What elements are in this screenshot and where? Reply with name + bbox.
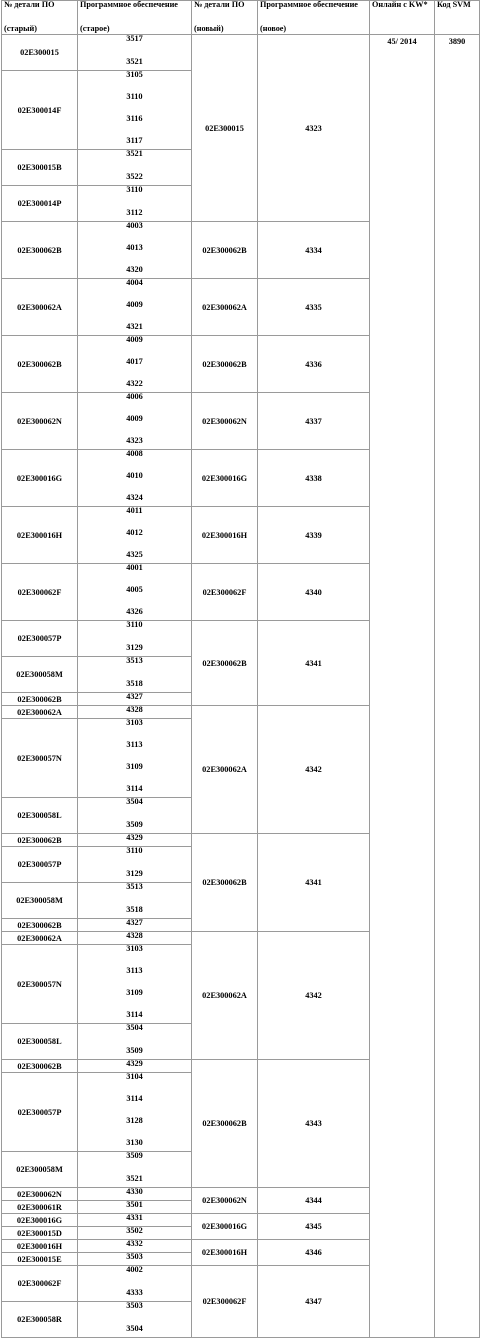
old-software-version: 4328 <box>126 931 143 940</box>
old-software-version: 3517 <box>126 34 143 43</box>
old-part-number: 02E300016G <box>2 450 78 507</box>
old-part-number: 02E300062B <box>2 919 78 932</box>
old-software-version: 4327 <box>126 918 143 927</box>
old-software-version: 3502 <box>126 1226 143 1235</box>
old-software-list <box>78 1073 192 1152</box>
software-compatibility-table <box>1 0 480 1338</box>
old-software-list <box>78 336 192 393</box>
table-body <box>2 35 480 1338</box>
old-software-version: 4009 <box>126 414 143 423</box>
old-software-list <box>78 932 192 945</box>
old-part-number: 02E300062B <box>2 834 78 847</box>
old-software-version: 3521 <box>126 57 143 66</box>
old-software-version: 4004 <box>126 278 143 287</box>
new-software: 4346 <box>258 1240 370 1266</box>
old-part-number: 02E300057N <box>2 945 78 1024</box>
old-software-version: 3116 <box>126 114 143 123</box>
old-part-number: 02E300062A <box>2 706 78 719</box>
old-part-number: 02E300062A <box>2 932 78 945</box>
old-software-list <box>78 834 192 847</box>
old-part-number: 02E300016H <box>2 507 78 564</box>
old-part-number: 02E300062B <box>2 693 78 706</box>
old-software-list <box>78 186 192 222</box>
new-software: 4343 <box>258 1060 370 1188</box>
header-old-software: Программное обеспечение (старое) <box>78 1 192 35</box>
new-software: 4342 <box>258 706 370 834</box>
old-software-version: 4320 <box>126 265 143 274</box>
old-software-version: 4008 <box>126 449 143 458</box>
old-software-version: 3130 <box>126 1138 143 1147</box>
old-part-number: 02E300058M <box>2 883 78 919</box>
new-software: 4335 <box>258 279 370 336</box>
old-software-list <box>78 1302 192 1338</box>
new-part-number: 02E300015 <box>192 35 258 222</box>
old-software-list <box>78 393 192 450</box>
old-software-list <box>78 706 192 719</box>
new-software: 4341 <box>258 621 370 706</box>
old-software-version: 3504 <box>126 1023 143 1032</box>
old-software-version: 3509 <box>126 1046 143 1055</box>
old-software-version: 3518 <box>126 905 143 914</box>
old-software-version: 3504 <box>126 1324 143 1333</box>
old-software-version: 3110 <box>126 846 143 855</box>
old-software-version: 3114 <box>126 1010 143 1019</box>
old-software-version: 3503 <box>126 1252 143 1261</box>
old-software-version: 4013 <box>126 243 143 252</box>
old-software-version: 4003 <box>126 221 143 230</box>
old-software-list <box>78 150 192 186</box>
old-part-number: 02E300062B <box>2 222 78 279</box>
old-software-version: 4001 <box>126 563 143 572</box>
new-part-number: 02E300062B <box>192 336 258 393</box>
old-software-list <box>78 450 192 507</box>
old-software-version: 3103 <box>126 944 143 953</box>
old-software-version: 4017 <box>126 357 143 366</box>
new-part-number: 02E300016G <box>192 450 258 507</box>
new-part-number: 02E300062N <box>192 393 258 450</box>
old-software-list <box>78 507 192 564</box>
old-software-version: 3522 <box>126 172 143 181</box>
new-part-number: 02E300062A <box>192 932 258 1060</box>
old-software-list <box>78 945 192 1024</box>
new-software: 4344 <box>258 1188 370 1214</box>
new-software: 4334 <box>258 222 370 279</box>
old-software-version: 3109 <box>126 988 143 997</box>
old-software-version: 3509 <box>126 820 143 829</box>
old-software-version: 4011 <box>126 506 143 515</box>
new-software: 4341 <box>258 834 370 932</box>
old-software-version: 3521 <box>126 149 143 158</box>
old-software-version: 4322 <box>126 379 143 388</box>
old-software-list <box>78 1024 192 1060</box>
old-software-version: 4005 <box>126 585 143 594</box>
old-software-version: 4006 <box>126 392 143 401</box>
old-part-number: 02E300057N <box>2 719 78 798</box>
old-software-version: 4329 <box>126 833 143 842</box>
old-software-list <box>78 1152 192 1188</box>
new-software: 4345 <box>258 1214 370 1240</box>
new-software: 4338 <box>258 450 370 507</box>
old-software-version: 3110 <box>126 620 143 629</box>
old-software-list <box>78 1214 192 1227</box>
old-software-version: 4002 <box>126 1265 143 1274</box>
old-software-version: 3103 <box>126 718 143 727</box>
old-part-number: 02E300015B <box>2 150 78 186</box>
old-software-version: 3129 <box>126 869 143 878</box>
new-part-number: 02E300062B <box>192 621 258 706</box>
new-software: 4340 <box>258 564 370 621</box>
old-software-list <box>78 798 192 834</box>
old-part-number: 02E300014P <box>2 186 78 222</box>
old-software-version: 3109 <box>126 762 143 771</box>
old-part-number: 02E300057P <box>2 847 78 883</box>
new-software: 4323 <box>258 35 370 222</box>
new-part-number: 02E300062A <box>192 279 258 336</box>
old-part-number: 02E300058R <box>2 1302 78 1338</box>
online-since-value: 45/ 2014 <box>370 35 435 1338</box>
old-software-version: 3513 <box>126 882 143 891</box>
old-software-version: 4329 <box>126 1059 143 1068</box>
new-software: 4342 <box>258 932 370 1060</box>
old-software-list <box>78 564 192 621</box>
old-software-version: 3113 <box>126 740 143 749</box>
old-software-version: 3114 <box>126 1094 143 1103</box>
old-software-version: 4012 <box>126 528 143 537</box>
old-software-list <box>78 1201 192 1214</box>
old-software-version: 4326 <box>126 607 143 616</box>
old-part-number: 02E300015E <box>2 1253 78 1266</box>
header-row <box>2 1 480 35</box>
new-part-number: 02E300062A <box>192 706 258 834</box>
table-row <box>2 35 480 71</box>
old-software-version: 3117 <box>126 136 143 145</box>
old-software-version: 4324 <box>126 493 143 502</box>
new-part-number: 02E300062F <box>192 1266 258 1338</box>
old-software-list <box>78 222 192 279</box>
old-software-version: 3105 <box>126 70 143 79</box>
old-software-version: 3518 <box>126 679 143 688</box>
header-new-software: Программное обеспечение (новое) <box>258 1 370 35</box>
old-software-list <box>78 719 192 798</box>
old-software-version: 3128 <box>126 1116 143 1125</box>
old-part-number: 02E300062N <box>2 1188 78 1201</box>
old-part-number: 02E300015 <box>2 35 78 71</box>
old-software-list <box>78 1240 192 1253</box>
old-part-number: 02E300014F <box>2 71 78 150</box>
old-part-number: 02E300062B <box>2 1060 78 1073</box>
old-software-version: 3110 <box>126 185 143 194</box>
old-software-version: 3104 <box>126 1072 143 1081</box>
table-header <box>2 1 480 35</box>
old-software-list <box>78 279 192 336</box>
old-software-list <box>78 621 192 657</box>
new-part-number: 02E300062B <box>192 834 258 932</box>
header-online-since: Онлайн с KW* <box>370 1 435 35</box>
new-software: 4336 <box>258 336 370 393</box>
old-part-number: 02E300058L <box>2 1024 78 1060</box>
old-part-number: 02E300016H <box>2 1240 78 1253</box>
old-part-number: 02E300016G <box>2 1214 78 1227</box>
old-software-list <box>78 847 192 883</box>
old-part-number: 02E300058L <box>2 798 78 834</box>
new-part-number: 02E300016H <box>192 507 258 564</box>
new-part-number: 02E300062B <box>192 222 258 279</box>
old-part-number: 02E300058M <box>2 1152 78 1188</box>
old-software-list <box>78 883 192 919</box>
old-part-number: 02E300058M <box>2 657 78 693</box>
old-software-list <box>78 35 192 71</box>
old-software-version: 4331 <box>126 1213 143 1222</box>
old-part-number: 02E300057P <box>2 621 78 657</box>
old-software-version: 4330 <box>126 1187 143 1196</box>
new-part-number: 02E300016G <box>192 1214 258 1240</box>
old-software-version: 4321 <box>126 322 143 331</box>
old-software-list <box>78 71 192 150</box>
new-part-number: 02E300016H <box>192 1240 258 1266</box>
old-software-list <box>78 1060 192 1073</box>
svm-code-value: 3890 <box>435 35 480 1338</box>
old-software-list <box>78 1266 192 1302</box>
new-software: 4339 <box>258 507 370 564</box>
old-software-list <box>78 693 192 706</box>
old-software-version: 4010 <box>126 471 143 480</box>
old-part-number: 02E300062B <box>2 336 78 393</box>
old-software-list <box>78 1253 192 1266</box>
old-software-version: 3504 <box>126 797 143 806</box>
new-part-number: 02E300062F <box>192 564 258 621</box>
old-software-version: 3513 <box>126 656 143 665</box>
old-software-version: 3521 <box>126 1174 143 1183</box>
old-software-version: 4327 <box>126 692 143 701</box>
new-part-number: 02E300062N <box>192 1188 258 1214</box>
old-software-version: 4323 <box>126 436 143 445</box>
new-software: 4337 <box>258 393 370 450</box>
header-old-part-number: № детали ПО (старый) <box>2 1 78 35</box>
old-software-version: 3114 <box>126 784 143 793</box>
old-software-version: 3110 <box>126 92 143 101</box>
old-software-version: 3509 <box>126 1151 143 1160</box>
old-software-version: 4009 <box>126 300 143 309</box>
header-svm-code: Код SVM <box>435 1 480 35</box>
old-software-version: 4325 <box>126 550 143 559</box>
new-part-number: 02E300062B <box>192 1060 258 1188</box>
old-part-number: 02E300061R <box>2 1201 78 1214</box>
old-part-number: 02E300062F <box>2 564 78 621</box>
old-software-version: 4009 <box>126 335 143 344</box>
old-part-number: 02E300057P <box>2 1073 78 1152</box>
old-software-version: 3112 <box>126 208 143 217</box>
old-part-number: 02E300062A <box>2 279 78 336</box>
old-software-list <box>78 1188 192 1201</box>
old-software-version: 3503 <box>126 1301 143 1310</box>
old-software-version: 4328 <box>126 705 143 714</box>
header-new-part-number: № детали ПО (новый) <box>192 1 258 35</box>
old-software-list <box>78 1227 192 1240</box>
old-software-version: 3113 <box>126 966 143 975</box>
old-part-number: 02E300062F <box>2 1266 78 1302</box>
old-software-version: 4332 <box>126 1239 143 1248</box>
new-software: 4347 <box>258 1266 370 1338</box>
old-part-number: 02E300062N <box>2 393 78 450</box>
old-software-version: 3501 <box>126 1200 143 1209</box>
old-software-version: 3129 <box>126 643 143 652</box>
old-software-version: 4333 <box>126 1288 143 1297</box>
old-part-number: 02E300015D <box>2 1227 78 1240</box>
old-software-list <box>78 657 192 693</box>
old-software-list <box>78 919 192 932</box>
